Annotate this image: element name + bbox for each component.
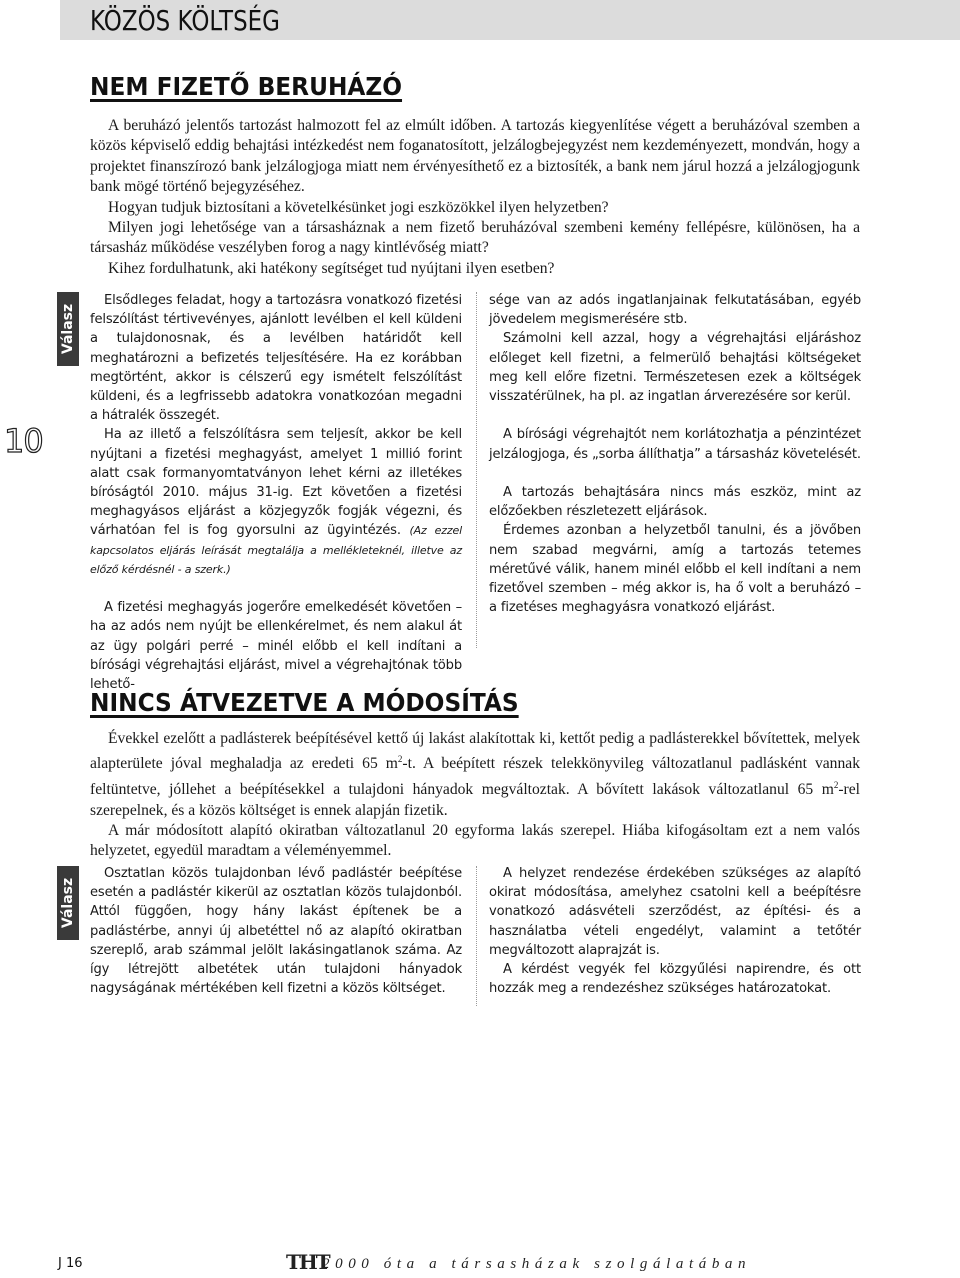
editor-note: (Az ezzel kapcsolatos eljárás leírását megtalálja a mellékleteknél, illetve az előző kérdésnél - a szerk.) — [90, 524, 462, 576]
answer-paragraph: A fizetési meghagyás jogerőre emelkedését követően – ha az adós nem nyújt be ellenkérelmet, és nem alakul át az ügy polgári perré – minél előbb el kell indítani a bírósági végrehajtási eljárást, mivel a végrehajtónak több lehető- — [90, 600, 462, 693]
answer-paragraph: Osztatlan közös tulajdonban lévő padlástér beépítése esetén a padlástér kikerül az osztatlan közös tulajdonból. Attól függően, hogy hány lakást építenek be a padlástérbe, annyi új albetéttel nő az alapító okiratban szereplő, arab számmal jelölt lakásingatlanok száma. Az így létrejött albetétek után tulajdoni hányadok nagyságának mértékében kell fizetni a közös költséget. — [90, 866, 462, 997]
answer-column-left-2 — [90, 864, 462, 998]
question-paragraph: A beruházó jelentős tartozást halmozott fel az elmúlt időben. A tartozás kiegyenlítése végett a beruházóval szemben a közös képviselő eddig behajtási intézkedést nem foganatosított, jelzálogbejegyzést nem kezdeményezett, mondván, hogy a projektet finanszírozó bank jelzálogjoga miatt nem érvényesíthető ez a biztosíték, a bank nem járul hozzá a jelzálogjogunk bank mögé történő bejegyzéséhez. — [90, 117, 860, 196]
answer-paragraph: Érdemes azonban a helyzetből tanulni, és a jövőben nem szabad megvárni, amíg a tartozás tetemes méretűvé válik, hanem minél előbb el kell indítani a nem fizetővel szemben – még akkor is, ha ő volt a beruházó – a fizetéses meghagyásra vonatkozó eljárást. — [489, 523, 861, 616]
answer-text: Ha az illető a felszólításra sem teljesít, akkor be kell nyújtani a fizetési meghagyást, amelyet 1 millió forint alatt csak formanyomtatványon lehet kérni az illetékes bíróságtól 2010. május 31-ig. Ezt követően a fizetési meghagyásos eljárást a közjegyzők fogják végezni, és várhatóan fel is fog gyorsulni az ügyintézés. — [90, 427, 462, 539]
answer-paragraph: A helyzet rendezése érdekében szükséges az alapító okirat módosítása, amelyhez csatolni kell a beépítésre vonatkozó adásvételi szerződést, az építési- és a használatba vételi engedélyt, valamint a tetőtér megváltozott alaprajzát is. — [489, 866, 861, 958]
answer-column-right-2 — [489, 864, 861, 998]
answer-column-left-1 — [90, 291, 462, 694]
question-block-2 — [90, 729, 860, 862]
page-footer — [0, 1248, 960, 1278]
question-text: -t. A beépített részek telekkönyvileg változatlanul padlásként vannak feltüntetve, jóllehet a beépítésekkel a tulajdoni hányadok megváltoztak. A bővített lakások változatlanul 65 m — [90, 755, 860, 799]
superscript: 2 — [397, 754, 403, 765]
answer-tab-label: Válasz — [60, 877, 76, 929]
tht-logo: THT — [286, 1250, 329, 1274]
answer-tab-label: Válasz — [60, 303, 76, 355]
column-divider-2 — [476, 866, 477, 1006]
answer-paragraph: A tartozás behajtására nincs más eszköz, mint az előzőekben részletezett eljárások. — [489, 485, 861, 520]
answer-paragraph: Számolni kell azzal, hogy a végrehajtási eljáráshoz előleget kell fizetni, a felmerülő behajtási költségeket meg kell előre fizetni. Természetesen ezek a költségek visszatérülnek, ha pl. az ingatlan árverezésére sor kerül. — [489, 331, 861, 405]
superscript: 2 — [833, 780, 839, 790]
side-page-number: 10 — [4, 422, 43, 460]
question-paragraph: Hogyan tudjuk biztosítani a követelkésünket jogi eszközökkel ilyen helyzetben? — [108, 198, 609, 216]
question-text: -rel szerepelnek, és a közös költséget is ennek alapján fizetik. — [90, 781, 860, 819]
answer-tab-2 — [57, 866, 79, 940]
answer-paragraph — [90, 425, 462, 579]
page-header-title: KÖZÖS KÖLTSÉG — [90, 4, 280, 37]
footer-tagline: 2000 óta a társasházak szolgálatában — [322, 1256, 752, 1272]
answer-paragraph: A kérdést vegyék fel közgyűlési napirendre, és ott hozzák meg a rendezéshez szükséges határozatokat. — [489, 962, 861, 997]
section-title-nem-fizeto: NEM FIZETŐ BERUHÁZÓ — [90, 72, 403, 101]
question-paragraph: Kihez fordulhatunk, aki hatékony segítséget tud nyújtani ilyen esetben? — [108, 259, 555, 277]
answer-tab-1 — [57, 292, 79, 366]
question-text: Évekkel ezelőtt a padlásterek beépítésével kettő új lakást alakítottak ki, kettőt pedig a padlásterekkel bővítettek, melyek alapterülete jóval meghaladja az eredeti 65 m — [90, 730, 860, 773]
question-paragraph: A már módosított alapító okiratban változatlanul 20 egyforma lakás szerepel. Hiába kifogásoltam ezt a nem valós helyzetet, egyedül maradtam a véleményemmel. — [90, 822, 860, 860]
answer-paragraph: sége van az adós ingatlanjainak felkutatásában, egyéb jövedelem megismerésére stb. — [489, 293, 861, 328]
footer-page-number: J 16 — [58, 1256, 83, 1271]
column-divider-1 — [476, 292, 477, 648]
section-title-nincs-atvezetve: NINCS ÁTVEZETVE A MÓDOSÍTÁS — [90, 688, 519, 717]
answer-paragraph: Elsődleges feladat, hogy a tartozásra vonatkozó fizetési felszólítást tértivevényes, ajánlott levélben el kell küldeni a tulajdonosnak, és a levélben határidőt kell meghatározni a befizetés teljesítésére. Ha ez korábban megtörtént, akkor is célszerű egy ismételt felszólítást küldeni, és a legfrissebb adatokra vonatkozóan megadni a hátralék összegét. — [90, 293, 462, 424]
answer-paragraph: A bírósági végrehajtót nem korlátozhatja a pénzintézet jelzálogjoga, és „sorba állíthatja” a társasház követelését. — [489, 427, 861, 462]
question-block-1 — [90, 116, 860, 279]
question-paragraph — [90, 729, 860, 821]
answer-column-right-1 — [489, 291, 861, 617]
question-paragraph: Milyen jogi lehetősége van a társasháznak a nem fizető beruházóval szembeni kemény fellépésre, különösen, ha a társasház működése veszélyben forog a nagy kintlévőség miatt? — [90, 219, 860, 257]
